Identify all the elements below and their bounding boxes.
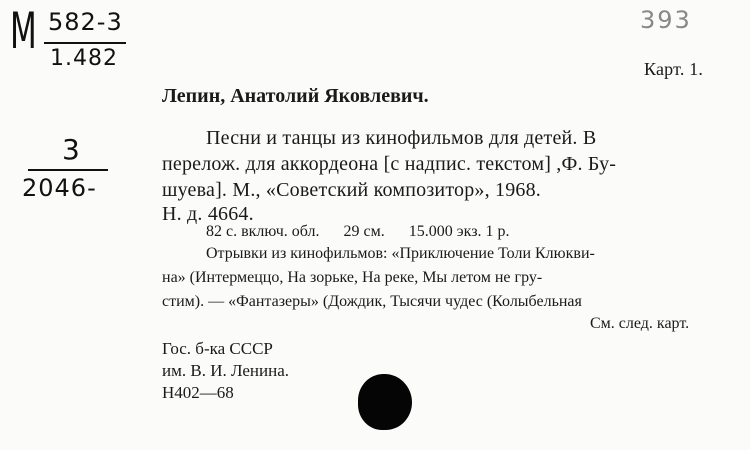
title-line-1: Песни и танцы из кинофильмов для детей. В — [206, 127, 597, 149]
title-line-2: перелож. для аккордеона [с надпис. текстом] ,Ф. Бу- — [162, 153, 617, 175]
punched-hole — [358, 374, 412, 430]
shelfmark-divider — [44, 42, 126, 44]
title-line-4: Н. д. 4664. — [162, 203, 254, 225]
author-heading: Лепин, Анатолий Яковлевич. — [162, 85, 429, 107]
shelfmark-bottom: 1.482 — [50, 46, 118, 71]
left-number-divider — [28, 169, 108, 171]
library-line-3: Н402—68 — [162, 383, 234, 402]
left-number-bottom: 2046- — [22, 174, 97, 202]
left-number-top: 3 — [62, 133, 80, 166]
card-number-label: Карт. 1. — [644, 59, 704, 79]
shelfmark-prefix: M — [10, 2, 37, 60]
shelfmark-top: 582-3 — [48, 8, 123, 36]
title-line-3: шуева]. М., «Советский композитор», 1968. — [162, 179, 542, 201]
library-line-2: им. В. И. Ленина. — [162, 361, 290, 380]
notes-line-3: на» (Интермеццо, На зорьке, На реке, Мы летом не гру- — [162, 269, 543, 286]
notes-line-2: Отрывки из кинофильмов: «Приключение Толи Клюкви- — [206, 245, 595, 262]
continuation-note: См. след. карт. — [590, 315, 690, 332]
library-line-1: Гос. б-ка СССР — [162, 339, 273, 358]
corner-mark: 393 — [640, 6, 692, 34]
notes-line-1: 82 с. включ. обл. 29 см. 15.000 экз. 1 р. — [206, 223, 510, 240]
notes-line-4: стим). — «Фантазеры» (Дождик, Тысячи чудес (Колыбельная — [162, 293, 582, 310]
